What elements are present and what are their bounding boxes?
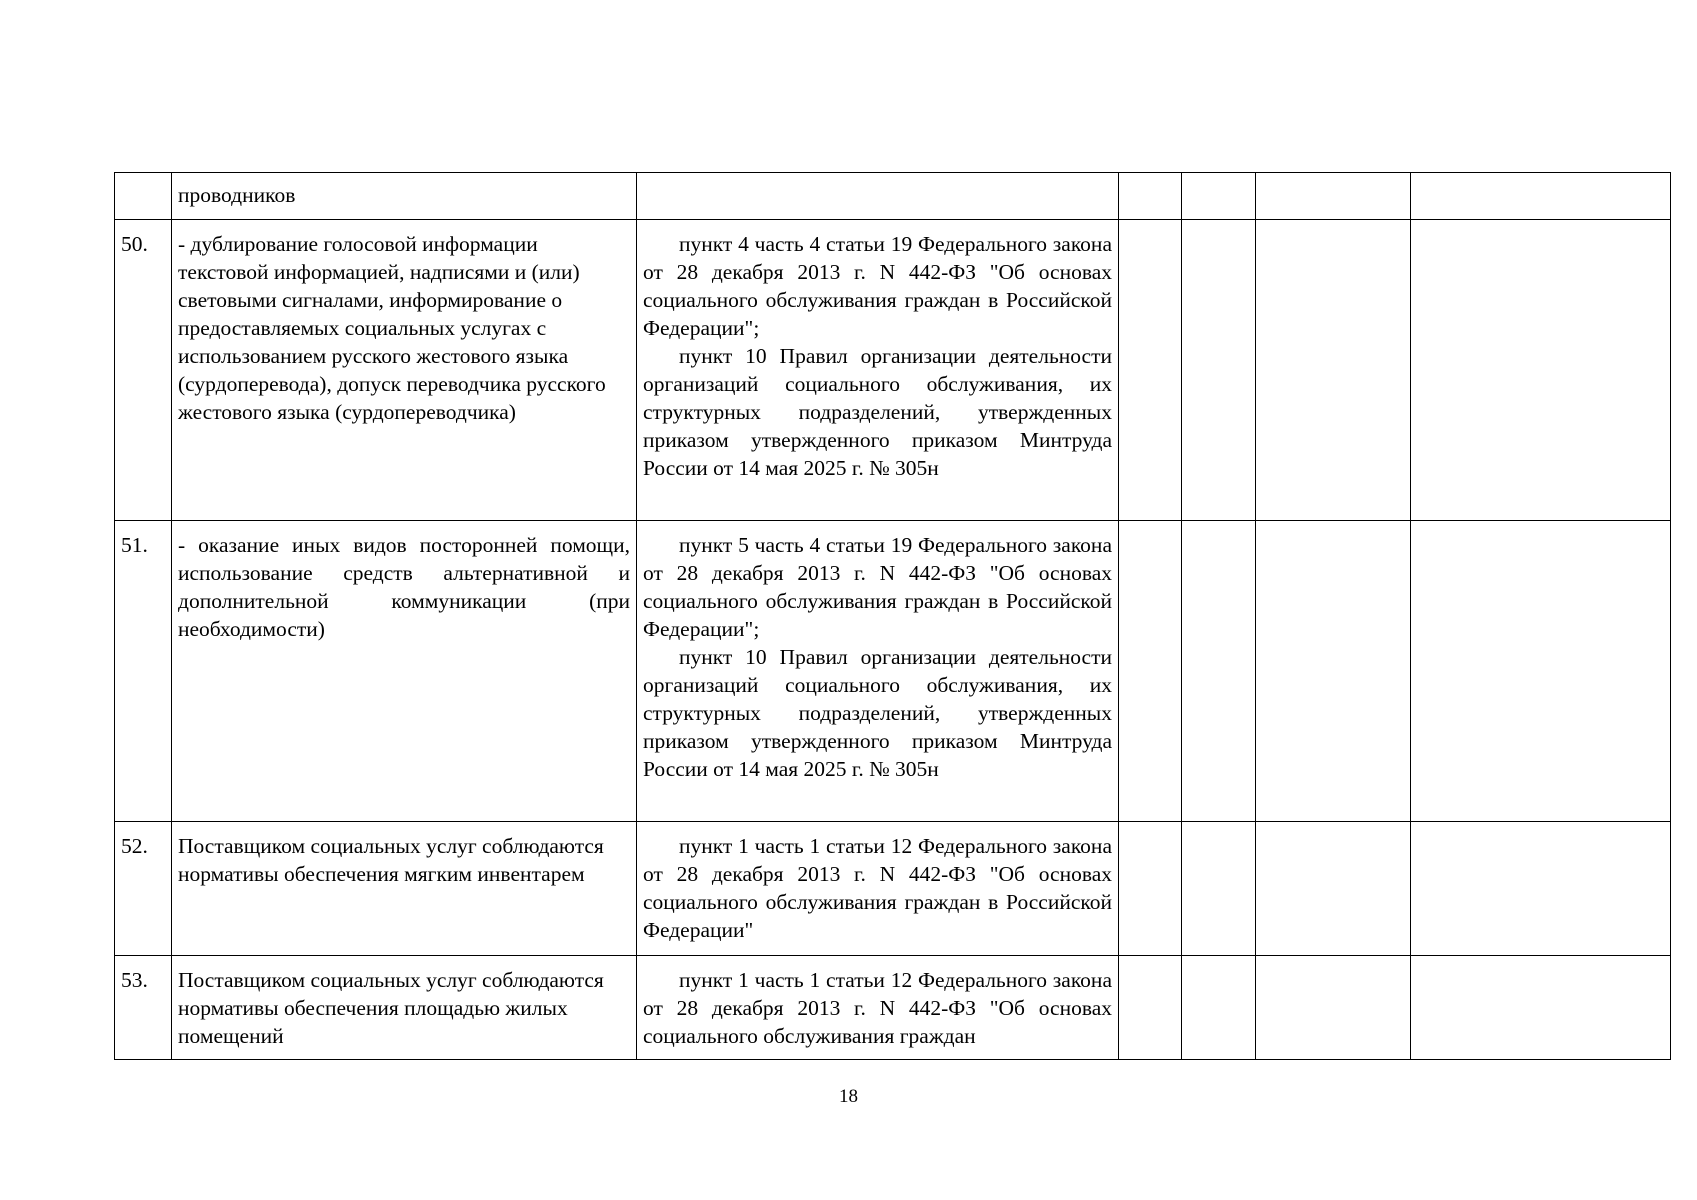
reference-text: пункт 1 часть 1 статьи 12 Федерального закона от 28 декабря 2013 г. N 442-ФЗ "Об основах социального обслуживания граждан (643, 968, 1112, 1048)
requirement-text: Поставщиком социальных услуг соблюдаются нормативы обеспечения площадью жилых помещений (178, 968, 604, 1048)
reference-text: пункт 1 часть 1 статьи 12 Федерального закона от 28 декабря 2013 г. N 442-ФЗ "Об основах социального обслуживания граждан в Российской Федерации" (643, 834, 1112, 942)
checklist-table (114, 172, 1671, 1060)
empty-cell (1182, 220, 1256, 521)
reference-text: пункт 4 часть 4 статьи 19 Федерального закона от 28 декабря 2013 г. N 442-ФЗ "Об основах социального обслуживания граждан в Российской Федерации"; (643, 232, 1112, 340)
empty-cell (1256, 220, 1411, 521)
empty-cell (1411, 822, 1671, 956)
reference-cell (637, 521, 1119, 822)
requirement-cell (172, 521, 637, 822)
empty-cell (1182, 173, 1256, 220)
reference-cell (637, 956, 1119, 1060)
requirement-cell (172, 822, 637, 956)
table-row (115, 956, 1671, 1060)
empty-cell (1182, 521, 1256, 822)
empty-cell (1411, 173, 1671, 220)
reference-cell (637, 173, 1119, 220)
reference-cell (637, 220, 1119, 521)
requirement-text: - оказание иных видов посторонней помощи, использование средств альтернативной и дополнительной коммуникации (при необходимости) (178, 533, 630, 641)
empty-cell (1256, 822, 1411, 956)
row-number: 51. (121, 533, 148, 557)
table-row (115, 173, 1671, 220)
reference-text: пункт 10 Правил организации деятельности организаций социального обслуживания, их структурных подразделений, утвержденных приказом утвержденного приказом Минтруда России от 14 мая 2025 г. № 305н (643, 645, 1112, 781)
empty-cell (1182, 956, 1256, 1060)
page-number: 18 (839, 1086, 858, 1107)
table-row (115, 220, 1671, 521)
requirement-cell (172, 173, 637, 220)
empty-cell (1119, 521, 1182, 822)
empty-cell (1411, 521, 1671, 822)
empty-cell (1411, 956, 1671, 1060)
empty-cell (1119, 220, 1182, 521)
reference-text: пункт 5 часть 4 статьи 19 Федерального закона от 28 декабря 2013 г. N 442-ФЗ "Об основах социального обслуживания граждан в Российской Федерации"; (643, 533, 1112, 641)
empty-cell (1119, 173, 1182, 220)
empty-cell (1411, 220, 1671, 521)
reference-text: пункт 10 Правил организации деятельности организаций социального обслуживания, их структурных подразделений, утвержденных приказом утвержденного приказом Минтруда России от 14 мая 2025 г. № 305н (643, 344, 1112, 480)
reference-cell (637, 822, 1119, 956)
row-number-cell (115, 956, 172, 1060)
empty-cell (1182, 822, 1256, 956)
empty-cell (1256, 521, 1411, 822)
empty-cell (1119, 822, 1182, 956)
row-number-cell (115, 822, 172, 956)
requirement-cell (172, 956, 637, 1060)
requirement-cell (172, 220, 637, 521)
row-number: 50. (121, 232, 148, 256)
row-number-cell (115, 173, 172, 220)
row-number-cell (115, 220, 172, 521)
empty-cell (1256, 956, 1411, 1060)
requirement-text: - дублирование голосовой информации текстовой информацией, надписями и (или) световыми сигналами, информирование о предоставляемых социальных услугах с использованием русского жестового языка (сурдоперевода), допуск переводчика русского жестового языка (сурдопереводчика) (178, 232, 606, 424)
row-number: 52. (121, 834, 148, 858)
empty-cell (1119, 956, 1182, 1060)
requirement-text: проводников (178, 183, 296, 207)
table-row (115, 521, 1671, 822)
requirement-text: Поставщиком социальных услуг соблюдаются нормативы обеспечения мягким инвентарем (178, 834, 604, 886)
empty-cell (1256, 173, 1411, 220)
row-number-cell (115, 521, 172, 822)
table-row (115, 822, 1671, 956)
row-number: 53. (121, 968, 148, 992)
